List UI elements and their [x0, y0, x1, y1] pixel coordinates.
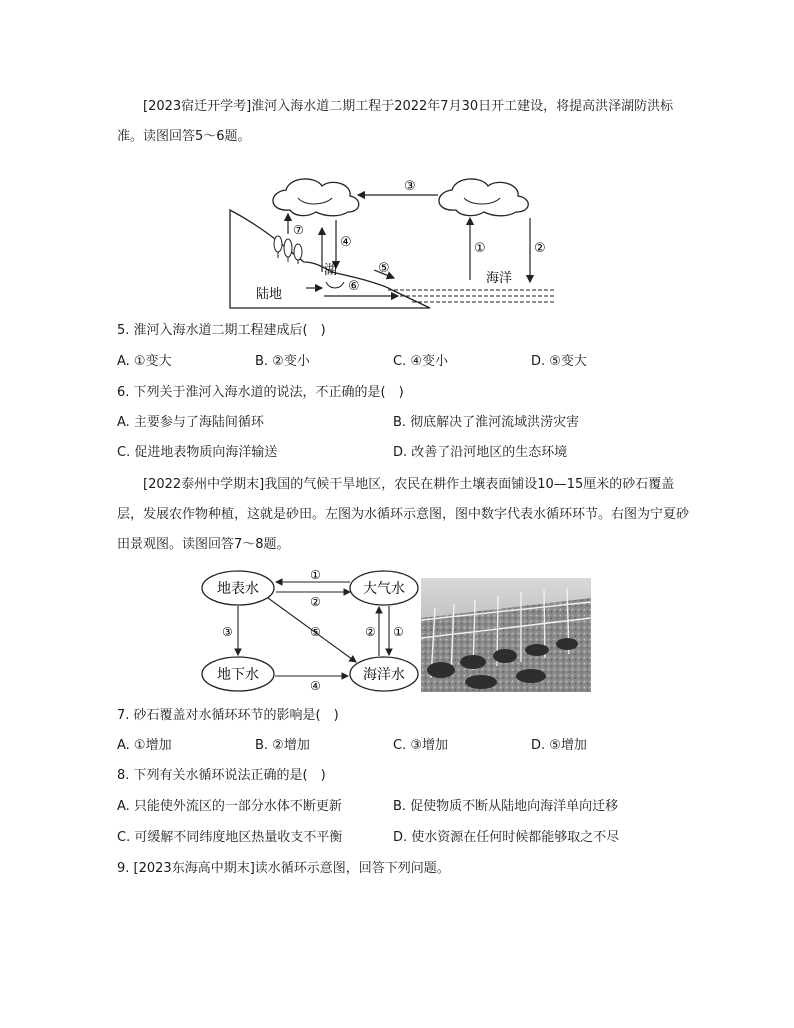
q5-option-d[interactable]: D. ⑤变大: [531, 354, 587, 369]
fig2-arrow-2b-label: ②: [365, 625, 376, 639]
question-8-stem: 8. 下列有关水循环说法正确的是( ): [117, 768, 326, 783]
arrow-2-label: ②: [534, 241, 546, 256]
arrow-1-label: ①: [474, 241, 486, 256]
q8-option-a[interactable]: A. 只能使外流区的一部分水体不断更新: [117, 799, 342, 814]
fig2-arrow-2-label: ②: [310, 595, 321, 609]
q6-option-a[interactable]: A. 主要参与了海陆间循环: [117, 415, 264, 430]
q6-option-c[interactable]: C. 促进地表物质向海洋输送: [117, 445, 278, 460]
sand-field-photo: [421, 578, 591, 692]
q7-option-a[interactable]: A. ①增加: [117, 738, 172, 753]
intro-passage-2: [2022泰州中学期末]我国的气候干旱地区，农民在耕作土壤表面铺设10—15厘米的砂石覆盖层，发展农作物种植，这就是砂田。左图为水循环示意图，图中数字代表水循环环节。右图为宁夏砂田景观图。读图回答7～8题。: [117, 477, 690, 552]
q8-option-d[interactable]: D. 使水资源在任何时候都能够取之不尽: [393, 830, 620, 845]
q7-option-c[interactable]: C. ③增加: [393, 738, 448, 753]
cloud-left-icon: [273, 179, 359, 216]
arrow-5-label: ⑤: [378, 261, 390, 276]
fig2-arrow-1-label: ①: [310, 568, 321, 582]
water-cycle-diagram-1: [228, 172, 558, 312]
fig2-arrow-3-label: ③: [222, 625, 233, 639]
question-6-stem: 6. 下列关于淮河入海水道的说法，不正确的是( ): [117, 385, 404, 400]
arrow-7-label: ⑦: [293, 223, 304, 237]
question-9-stem: 9. [2023东海高中期末]读水循环示意图，回答下列问题。: [117, 861, 450, 876]
q7-option-b[interactable]: B. ②增加: [255, 738, 310, 753]
fig2-arrow-4-label: ④: [310, 679, 321, 693]
lake-label: 湖: [324, 263, 338, 278]
question-7-stem: 7. 砂石覆盖对水循环环节的影响是( ): [117, 708, 339, 723]
q5-option-a[interactable]: A. ①变大: [117, 354, 172, 369]
q6-option-b[interactable]: B. 彻底解决了淮河流域洪涝灾害: [393, 415, 580, 430]
cloud-right-icon: [439, 179, 528, 216]
water-cycle-diagram-2: [198, 566, 420, 694]
arrow-6-label: ⑥: [348, 279, 360, 294]
fig2-arrow-1b-label: ①: [393, 625, 404, 639]
q5-option-c[interactable]: C. ④变小: [393, 354, 448, 369]
q8-option-b[interactable]: B. 促使物质不断从陆地向海洋单向迁移: [393, 799, 619, 814]
arrow-3-label: ③: [404, 179, 416, 194]
node-surface-water-label: 地表水: [217, 581, 259, 597]
land-label: 陆地: [256, 287, 283, 302]
q6-option-d[interactable]: D. 改善了沿河地区的生态环境: [393, 445, 568, 460]
q8-option-c[interactable]: C. 可缓解不同纬度地区热量收支不平衡: [117, 830, 343, 845]
trees-icon: [274, 236, 302, 264]
ocean-label: 海洋: [486, 271, 513, 286]
arrow-4-label: ④: [340, 235, 352, 250]
q7-option-d[interactable]: D. ⑤增加: [531, 738, 587, 753]
node-ocean-water-label: 海洋水: [363, 667, 405, 683]
q5-option-b[interactable]: B. ②变小: [255, 354, 310, 369]
fig2-arrow-5-label: ⑤: [310, 625, 321, 639]
intro-passage-1: [2023宿迁开学考]淮河入海水道二期工程于2022年7月30日开工建设，将提高洪泽湖防洪标准。读图回答5～6题。: [117, 99, 674, 144]
question-5-stem: 5. 淮河入海水道二期工程建成后( ): [117, 323, 326, 338]
node-groundwater-label: 地下水: [217, 667, 259, 683]
node-atmospheric-water-label: 大气水: [363, 581, 405, 597]
